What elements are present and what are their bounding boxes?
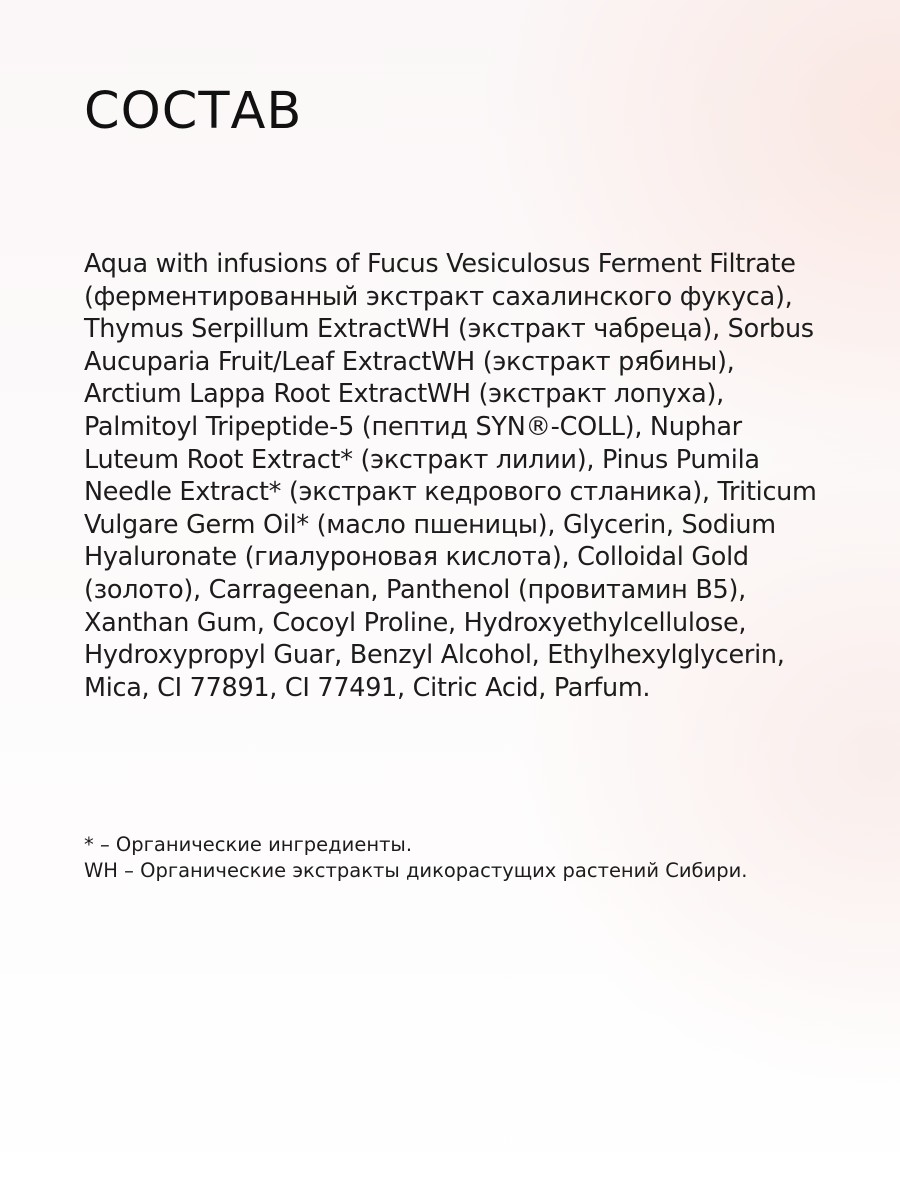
footnote-organic: * – Органические ингредиенты. xyxy=(84,833,413,856)
footnotes xyxy=(84,832,824,884)
page-title: СОСТАВ xyxy=(84,82,303,141)
footnote-wild-harvested: WH – Органические экстракты дикорастущих растений Сибири. xyxy=(84,859,748,882)
ingredients-list: Aqua with infusions of Fucus Vesiculosus Ferment Filtrate (ферментированный экстракт сахалинского фукуса), Thymus Serpillum ExtractWH (экстракт чабреца), Sorbus Aucuparia Fruit/Leaf ExtractWH (экстракт рябины), Arctium Lappa Root ExtractWH (экстракт лопуха), Palmitoyl Tripeptide-5 (пептид SYN®-COLL), Nuphar Luteum Root Extract* (экстракт лилии), Pinus Pumila Needle Extract* (экстракт кедрового стланика), Triticum Vulgare Germ Oil* (масло пшеницы), Glycerin, Sodium Hyaluronate (гиалуроновая кислота), Colloidal Gold (золото), Carrageenan, Panthenol (провитамин B5), Xanthan Gum, Cocoyl Proline, Hydroxyethylcellulose, Hydroxypropyl Guar, Benzyl Alcohol, Ethylhexylglycerin, Mica, CI 77891, CI 77491, Citric Acid, Parfum. xyxy=(84,249,817,703)
